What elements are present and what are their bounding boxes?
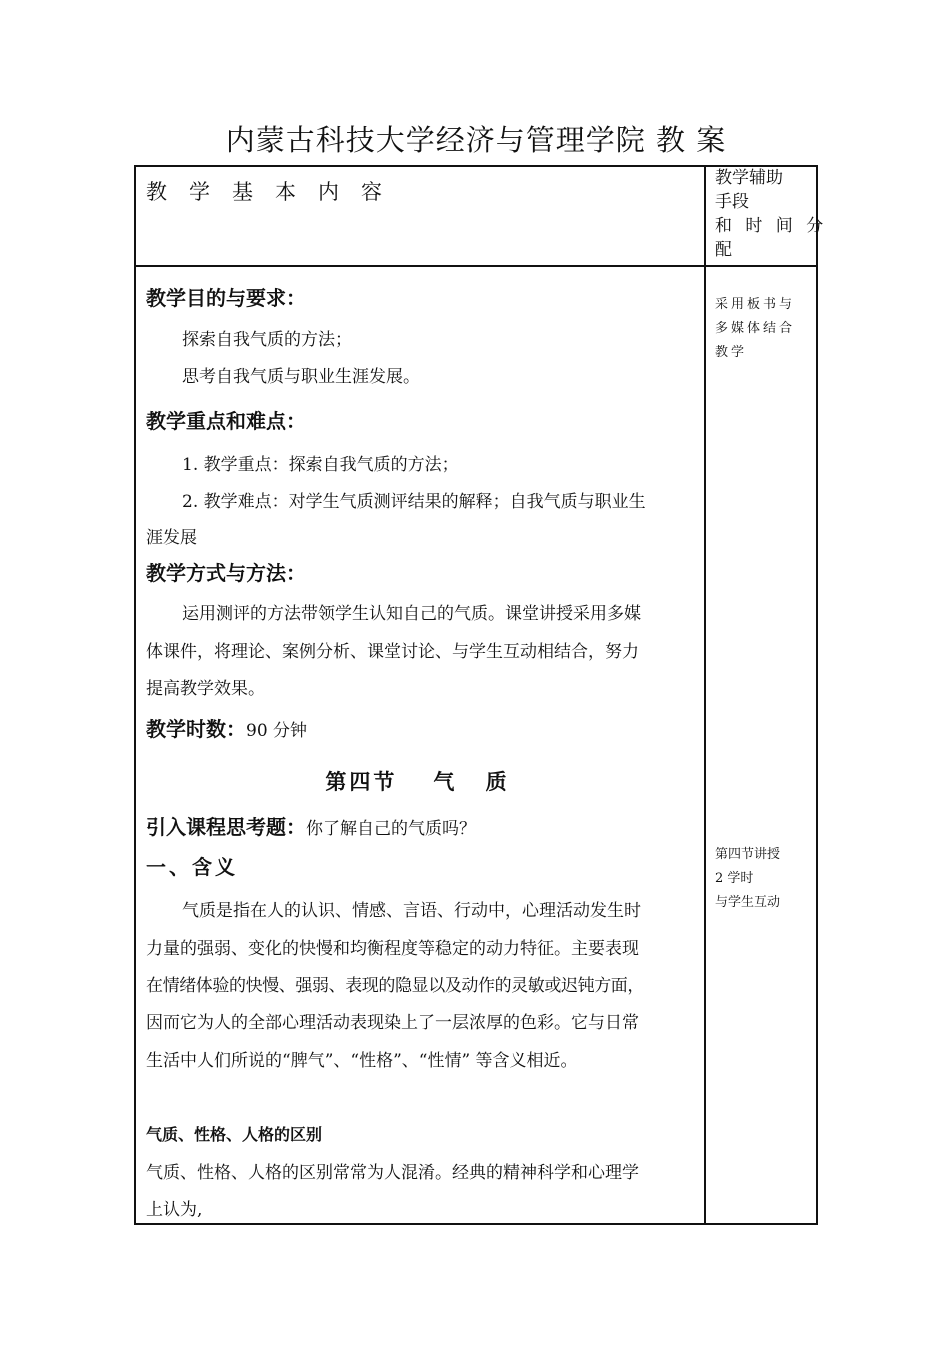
- header-side-line: 和 时 间 分: [715, 216, 828, 236]
- page-title: 内蒙古科技大学经济与管理学院 教 案: [225, 123, 727, 157]
- header-main-label: 教学基本内容: [146, 180, 404, 204]
- side-note-line: 教学: [715, 345, 748, 360]
- hours-heading: 教学时数：: [146, 717, 246, 741]
- difference-text: 上认为,: [146, 1200, 203, 1220]
- section-title: [146, 766, 698, 796]
- intro-row: [146, 811, 476, 840]
- methods-heading: 教学方式与方法：: [146, 561, 306, 585]
- difference-heading: 气质、性格、人格的区别: [146, 1125, 323, 1144]
- difference-text: 气质、性格、人格的区别常常为人混淆。经典的精神科学和心理学: [146, 1163, 639, 1183]
- methods-text: 体课件，将理论、案例分析、课堂讨论、与学生互动相结合，努力: [146, 642, 639, 662]
- header-side-line: 手段: [715, 192, 749, 212]
- meaning-text: 在情绪体验的快慢、强弱、表现的隐显以及动作的灵敏或迟钝方面，: [146, 976, 644, 996]
- header-side-line: 教学辅助: [715, 168, 783, 188]
- intro-heading: 引入课程思考题：: [146, 815, 306, 839]
- side-note-teaching-aids: [715, 293, 811, 365]
- objective-item: 思考自我气质与职业生涯发展。: [182, 367, 420, 387]
- meaning-text: 力量的强弱、变化的快慢和均衡程度等稳定的动力特征。主要表现: [146, 939, 639, 959]
- side-note-line: 与学生互动: [715, 895, 781, 910]
- section-number: 第四节: [325, 769, 398, 794]
- methods-text: 提高教学效果。: [146, 679, 265, 699]
- header-side-label: [715, 166, 828, 262]
- side-note-section-hours: [715, 843, 811, 915]
- header-side-line: 配: [715, 240, 732, 260]
- intro-question: 你了解自己的气质吗？: [306, 819, 476, 839]
- objectives-heading: 教学目的与要求：: [146, 286, 306, 310]
- meaning-text: 因而它为人的全部心理活动表现染上了一层浓厚的色彩。它与日常: [146, 1013, 639, 1033]
- meaning-text: 气质是指在人的认识、情感、言语、行动中，心理活动发生时: [182, 901, 641, 921]
- key-point-item: 1. 教学重点：探索自我气质的方法；: [182, 455, 459, 475]
- section-name: 气 质: [433, 769, 519, 794]
- key-points-heading: 教学重点和难点：: [146, 409, 306, 433]
- header-divider: [134, 265, 818, 267]
- side-note-line: 第四节讲授: [715, 847, 781, 862]
- meaning-heading: 一、含义: [146, 855, 238, 879]
- key-point-item-cont: 涯发展: [146, 528, 197, 548]
- side-note-line: 采用板书与: [715, 297, 796, 312]
- objective-item: 探索自我气质的方法；: [182, 330, 352, 350]
- hours-row: [146, 713, 307, 742]
- key-point-item: 2. 教学难点：对学生气质测评结果的解释；自我气质与职业生: [182, 492, 646, 512]
- meaning-text: 生活中人们所说的“脾气”、“性格”、“性情” 等含义相近。: [146, 1051, 578, 1071]
- side-note-line: 多媒体结合: [715, 321, 796, 336]
- hours-value: 90 分钟: [246, 721, 308, 741]
- column-divider: [704, 165, 706, 1225]
- side-note-line: 2 学时: [715, 871, 754, 886]
- methods-text: 运用测评的方法带领学生认知自己的气质。课堂讲授采用多媒: [182, 604, 641, 624]
